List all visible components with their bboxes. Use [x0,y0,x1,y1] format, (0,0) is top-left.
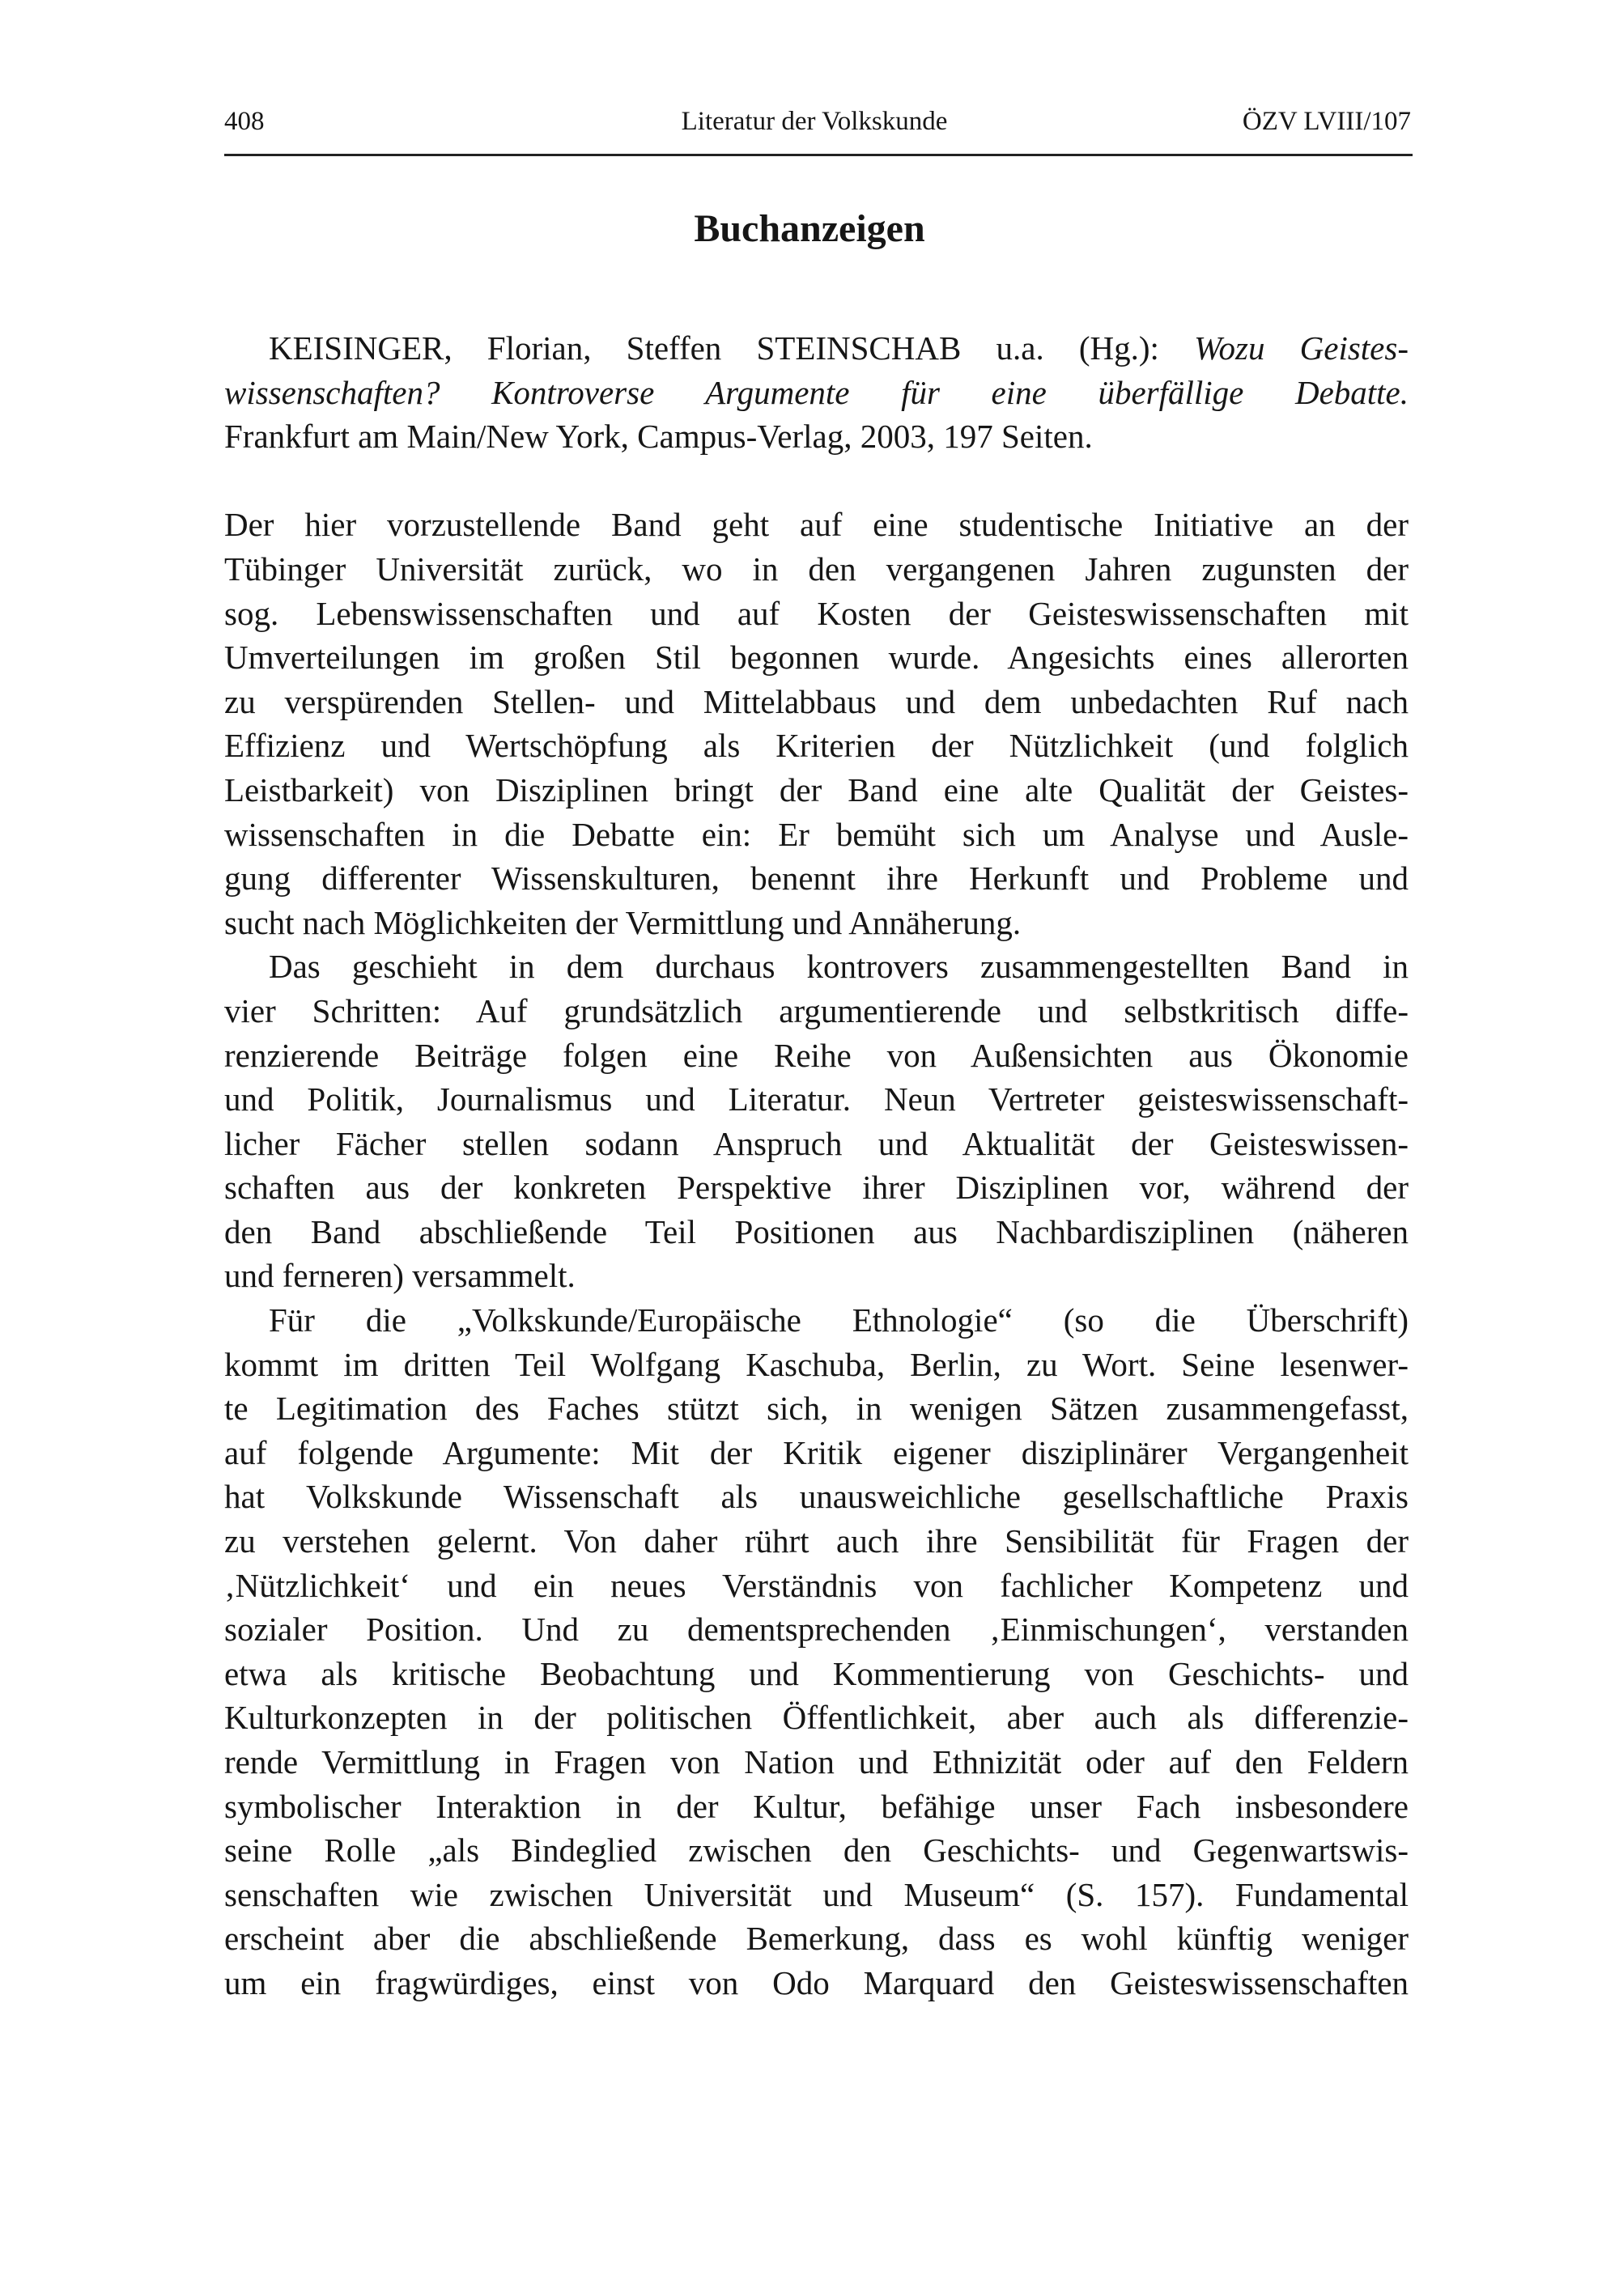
review-text [224,503,1409,2005]
text-line: vier Schritten: Auf grundsätzlich argumentierende und selbstkritisch diffe- [224,991,1409,1029]
running-title: Literatur der Volkskunde [681,107,948,136]
text-line: zu verspürenden Stellen- und Mittelabbaus und dem unbedachten Ruf nach [224,682,1409,720]
citation-title-text: Wozu Geistes- [1194,329,1409,367]
text-line: Der hier vorzustellende Band geht auf eine studentische Initiative an der [224,506,1409,544]
text-line: senschaften wie zwischen Universität und Museum“ (S. 157). Fundamental [224,1875,1409,1913]
text-line: licher Fächer stellen sodann Anspruch und Aktualität der Geisteswissen- [224,1124,1409,1162]
spacer [224,459,1409,503]
text-line: renzierende Beiträge folgen eine Reihe von Außensichten aus Ökonomie [224,1036,1409,1074]
text-line: kommt im dritten Teil Wolfgang Kaschuba, Berlin, zu Wort. Seine lesenwer- [224,1345,1409,1383]
text-line: etwa als kritische Beobachtung und Kommentierung von Geschichts- und [224,1654,1409,1692]
text-line: sucht nach Möglichkeiten der Vermittlung und Annäherung. [224,903,1022,941]
text-line: und ferneren) versammelt. [224,1257,576,1295]
text-line: te Legitimation des Faches stützt sich, in wenigen Sätzen zusammengefasst, [224,1390,1409,1428]
text-line: gung differenter Wissenskulturen, benennt ihre Herkunft und Probleme und [224,859,1409,898]
text-line: sog. Lebenswissenschaften und auf Kosten der Geisteswissenschaften mit [224,594,1409,632]
page-number: 408 [224,107,265,136]
text-line: Tübinger Universität zurück, wo in den vergangenen Jahren zugunsten der [224,550,1409,588]
article-body [224,326,1409,2005]
text-line: seine Rolle „als Bindeglied zwischen den Geschichts- und Gegenwartswis- [224,1831,1409,1869]
text-line: Für die „Volkskunde/Europäische Ethnologie“ (so die Überschrift) [269,1301,1409,1339]
journal-issue: ÖZV LVIII/107 [1242,107,1411,136]
citation-line [224,326,1409,371]
text-line: ‚Nützlichkeit‘ und ein neues Verständnis von fachlicher Kompetenz und [224,1566,1409,1604]
text-line: Effizienz und Wertschöpfung als Kriterien der Nützlichkeit (und folglich [224,727,1409,765]
text-line: Das geschieht in dem durchaus kontrovers zusammengestellten Band in [269,948,1409,986]
citation-title-text: wissenschaften? Kontroverse Argumente für eine überfällige Debatte. [224,373,1409,411]
citation-line [224,371,1409,415]
text-line: erscheint aber die abschließende Bemerkung, dass es wohl künftig weniger [224,1920,1409,1958]
text-line: Umverteilungen im großen Stil begonnen wurde. Angesichts eines allerorten [224,639,1409,677]
paragraph [224,503,1409,944]
text-line: hat Volkskunde Wissenschaft als unausweichliche gesellschaftliche Praxis [224,1478,1409,1516]
paragraph [224,944,1409,1298]
text-line: Kulturkonzepten in der politischen Öffentlichkeit, aber auch als differenzie- [224,1699,1409,1737]
text-line: um ein fragwürdiges, einst von Odo Marquard den Geisteswissenschaften [224,1963,1409,2001]
text-line: rende Vermittlung in Fragen von Nation und Ethnizität oder auf den Feldern [224,1743,1409,1780]
citation-text: KEISINGER, Florian, Steffen STEINSCHAB u.a. (Hg.): [269,329,1195,367]
text-line: schaften aus der konkreten Perspektive ihrer Disziplinen vor, während der [224,1169,1409,1207]
section-title: Buchanzeigen [694,207,925,250]
header-rule [224,154,1413,156]
text-line: wissenschaften in die Debatte ein: Er bemüht sich um Analyse und Ausle- [224,815,1409,853]
text-line: Leistbarkeit) von Disziplinen bringt der Band eine alte Qualität der Geistes- [224,770,1409,808]
text-line: den Band abschließende Teil Positionen aus Nachbardisziplinen (näheren [224,1212,1409,1250]
text-line: auf folgende Argumente: Mit der Kritik eigener disziplinärer Vergangenheit [224,1433,1409,1471]
text-line: sozialer Position. Und zu dementsprechenden ‚Einmischungen‘, verstanden [224,1611,1409,1649]
citation-text: Frankfurt am Main/New York, Campus-Verlag, 2003, 197 Seiten. [224,418,1093,456]
text-line: zu verstehen gelernt. Von daher rührt auch ihre Sensibilität für Fragen der [224,1522,1409,1560]
paragraph [224,1298,1409,2005]
text-line: symbolischer Interaktion in der Kultur, befähige unser Fach insbesondere [224,1787,1409,1825]
text-line: und Politik, Journalismus und Literatur. Neun Vertreter geisteswissenschaft- [224,1080,1409,1118]
book-citation [224,326,1409,459]
citation-line [224,414,1409,459]
